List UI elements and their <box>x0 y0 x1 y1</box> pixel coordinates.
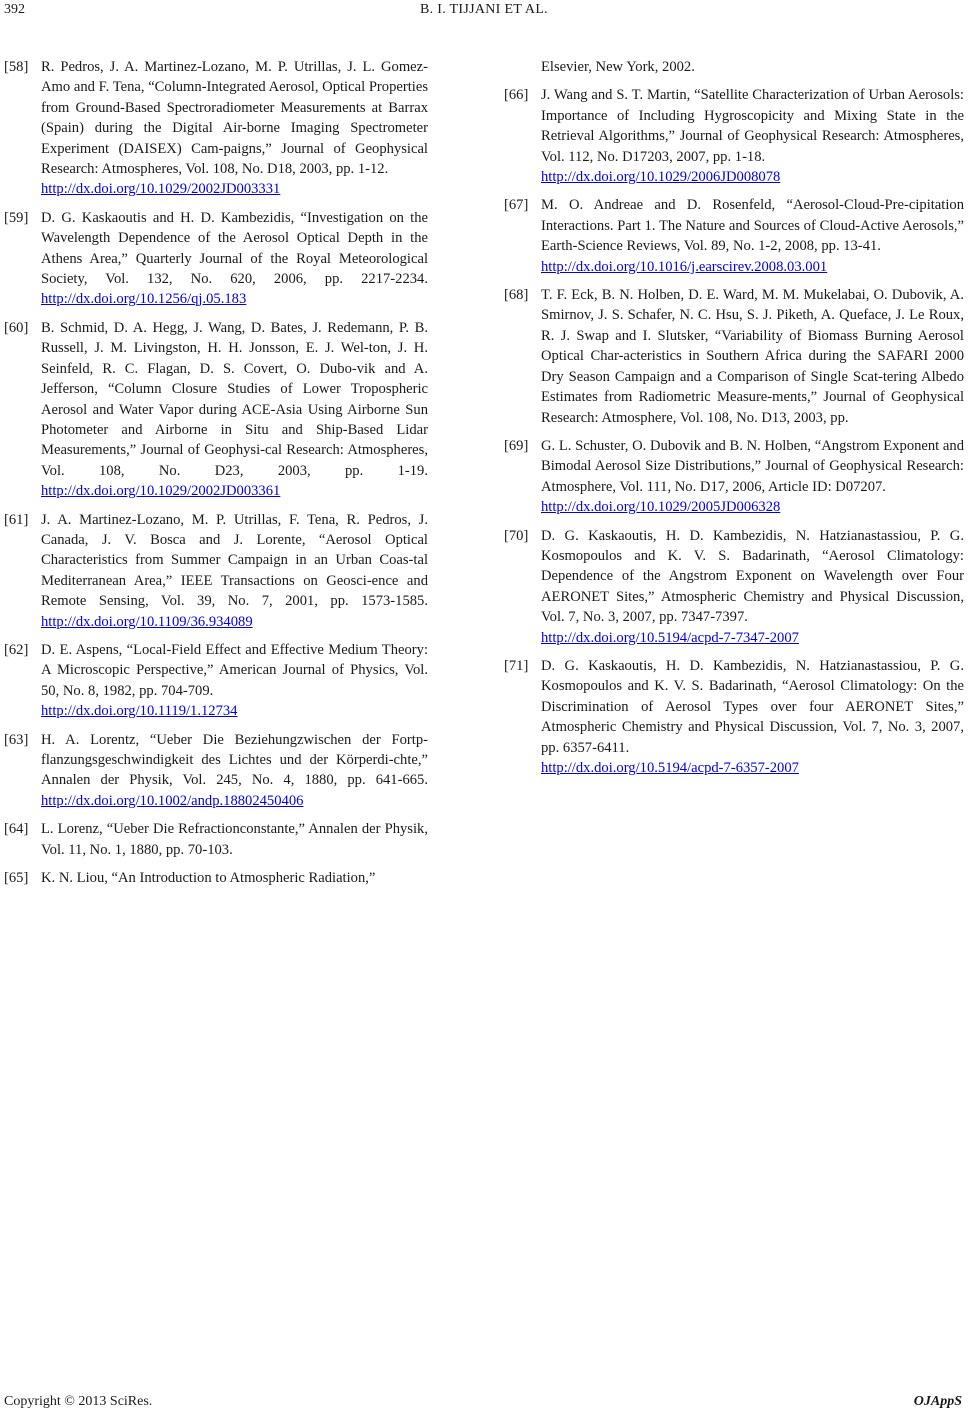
reference-text: D. G. Kaskaoutis, H. D. Kambezidis, N. Hatzianastassiou, P. G. Kosmopoulos and K. V. S. Badarinath, “Aerosol Climatology: Dependence of the Angstrom Exponent on Wavelength over Four AERONET Sites,” Atmospheric Chemistry and Physical Discussion, Vol. 7, No. 3, 2007, pp. 7347-7397. <box>541 527 964 626</box>
reference-number: [65] <box>4 870 29 887</box>
reference-item <box>504 195 964 277</box>
reference-item <box>4 868 428 888</box>
reference-text: D. G. Kaskaoutis and H. D. Kambezidis, “Investigation on the Wavelength Dependence of the Aerosol Optical Depth in the Athens Area,” Quarterly Journal of the Royal Meteorological Society, Vol. 132, No. 620, 2006, pp. 2217-2234. <box>41 209 428 288</box>
doi-link[interactable]: http://dx.doi.org/10.1029/2005JD006328 <box>541 499 781 516</box>
reference-text: T. F. Eck, B. N. Holben, D. E. Ward, M. M. Mukelabai, O. Dubovik, A. Smirnov, J. S. Schafer, N. C. Hsu, S. J. Piketh, A. Queface, J. Le Roux, R. J. Swap and I. Slutsker, “Variability of Biomass Burning Aerosol Optical Char-acteristics in Southern Africa during the SAFARI 2000 Dry Season Campaign and a Comparison of Single Scat-tering Albedo Estimates from Radiometric Measure-ments,” Journal of Geophysical Research: Atmosphere, Vol. 108, No. D13, 2003, pp. <box>541 287 964 426</box>
doi-link[interactable]: http://dx.doi.org/10.1109/36.934089 <box>41 613 253 630</box>
reference-text: L. Lorenz, “Ueber Die Refractionconstante,” Annalen der Physik, Vol. 11, No. 1, 1880, pp. 70-103. <box>41 821 428 858</box>
reference-item <box>4 57 428 200</box>
doi-link[interactable]: http://dx.doi.org/10.1119/1.12734 <box>41 703 238 720</box>
reference-item <box>4 318 428 502</box>
reference-number: [63] <box>4 731 29 748</box>
reference-item <box>4 640 428 722</box>
reference-number: [69] <box>504 437 529 454</box>
running-head: B. I. TIJJANI ET AL. <box>420 2 548 17</box>
journal-abbreviation: OJAppS <box>913 1394 962 1409</box>
reference-number: [58] <box>4 59 29 75</box>
reference-text: J. Wang and S. T. Martin, “Satellite Characterization of Urban Aerosols: Importance of Including Hygroscopicity and Mixing State in the Retrieval Algorithms,” Journal of Geophysical Research: Atmospheres, Vol. 112, No. D17203, 2007, pp. 1-18. <box>541 87 964 165</box>
reference-item <box>504 436 964 518</box>
reference-number: [64] <box>4 821 29 838</box>
reference-item <box>4 819 428 860</box>
doi-link[interactable]: http://dx.doi.org/10.1016/j.earscirev.2008.03.001 <box>541 258 828 275</box>
reference-number: [60] <box>4 319 29 336</box>
reference-number: [67] <box>504 197 529 214</box>
doi-link[interactable]: http://dx.doi.org/10.1256/qj.05.183 <box>41 291 247 308</box>
reference-text: H. A. Lorentz, “Ueber Die Beziehungzwischen der Fortp-flanzungsgeschwindigkeit des Lichtes und der Körperdi-chte,” Annalen der Physik, Vol. 245, No. 4, 1880, pp. 641-665. <box>41 731 428 789</box>
reference-text: B. Schmid, D. A. Hegg, J. Wang, D. Bates, J. Redemann, P. B. Russell, J. M. Livingston, H. H. Jonsson, E. J. Wel-ton, J. H. Seinfeld, R. C. Flagan, D. S. Covert, O. Dubo-vik and A. Jefferson, “Column Closure Studies of Lower Tropospheric Aerosol and Water Vapor during ACE-Asia Using Airborne Sun Photometer and Airborne in Situ and Ship-Based Lidar Measurements,” Journal of Geophysi-cal Research: Atmospheres, Vol. 108, No. D23, 2003, pp. 1-19. <box>41 319 428 479</box>
reference-text: D. E. Aspens, “Local-Field Effect and Effective Medium Theory: A Microscopic Perspective,” American Journal of Physics, Vol. 50, No. 8, 1982, pp. 704-709. <box>41 641 428 699</box>
reference-text: K. N. Liou, “An Introduction to Atmospheric Radiation,” <box>41 870 376 887</box>
reference-text: R. Pedros, J. A. Martinez-Lozano, M. P. Utrillas, J. L. Gomez-Amo and F. Tena, “Column-Integrated Aerosol, Optical Properties from Ground-Based Spectroradiometer Measurements at Barrax (Spain) during the Digital Air-borne Imaging Spectrometer Experiment (DAISEX) Cam-paigns,” Journal of Geophysical Research: Atmospheres, Vol. 108, No. D18, 2003, pp. 1-12. <box>41 59 428 178</box>
reference-item <box>4 730 428 812</box>
doi-link[interactable]: http://dx.doi.org/10.1029/2002JD003361 <box>41 483 281 500</box>
copyright-notice: Copyright © 2013 SciRes. <box>4 1394 153 1409</box>
doi-link[interactable]: http://dx.doi.org/10.1029/2006JD008078 <box>541 169 781 186</box>
reference-item <box>504 85 964 187</box>
reference-item <box>504 526 964 648</box>
references-left-column <box>4 57 428 896</box>
doi-link[interactable]: http://dx.doi.org/10.1002/andp.18802450406 <box>41 792 304 809</box>
reference-number: [71] <box>504 657 529 674</box>
doi-link[interactable]: http://dx.doi.org/10.5194/acpd-7-6357-2007 <box>541 760 799 776</box>
reference-item <box>504 285 964 428</box>
reference-number: [61] <box>4 511 29 528</box>
reference-number: [70] <box>504 527 529 544</box>
reference-item <box>4 208 428 310</box>
reference-text: D. G. Kaskaoutis, H. D. Kambezidis, N. Hatzianastassiou, P. G. Kosmopoulos and K. V. S. Badarinath, “Aerosol Climatology: On the Discrimination of Aerosol Types over four AERONET Sites,” Atmospheric Chemistry and Physical Discussion, Vol. 7, No. 3, 2007, pp. 6357-6411. <box>541 657 964 756</box>
reference-continuation: Elsevier, New York, 2002. <box>541 59 695 75</box>
reference-text: M. O. Andreae and D. Rosenfeld, “Aerosol-Cloud-Pre-cipitation Interactions. Part 1. The Nature and Sources of Cloud-Active Aerosols,” Earth-Science Reviews, Vol. 89, No. 1-2, 2008, pp. 13-41. <box>541 197 964 255</box>
page-number: 392 <box>4 2 25 17</box>
reference-number: [68] <box>504 287 529 304</box>
reference-item <box>4 510 428 632</box>
reference-text: G. L. Schuster, O. Dubovik and B. N. Holben, “Angstrom Exponent and Bimodal Aerosol Size Distributions,” Journal of Geophysical Research: Atmosphere, Vol. 111, No. D17, 2006, Article ID: D07207. <box>541 437 964 495</box>
references-right-column <box>504 57 964 786</box>
reference-item <box>504 656 964 778</box>
reference-text: J. A. Martinez-Lozano, M. P. Utrillas, F. Tena, R. Pedros, J. Canada, J. V. Bosca and J. Lorente, “Aerosol Optical Characteristics from Summer Campaign in an Urban Coas-tal Mediterranean Area,” IEEE Transactions on Geosci-ence and Remote Sensing, Vol. 39, No. 7, 2001, pp. 1573-1585. <box>41 511 428 610</box>
reference-number: [66] <box>504 87 529 104</box>
doi-link[interactable]: http://dx.doi.org/10.1029/2002JD003331 <box>41 181 281 198</box>
reference-number: [62] <box>4 641 29 658</box>
reference-number: [59] <box>4 209 29 226</box>
doi-link[interactable]: http://dx.doi.org/10.5194/acpd-7-7347-2007 <box>541 629 799 646</box>
